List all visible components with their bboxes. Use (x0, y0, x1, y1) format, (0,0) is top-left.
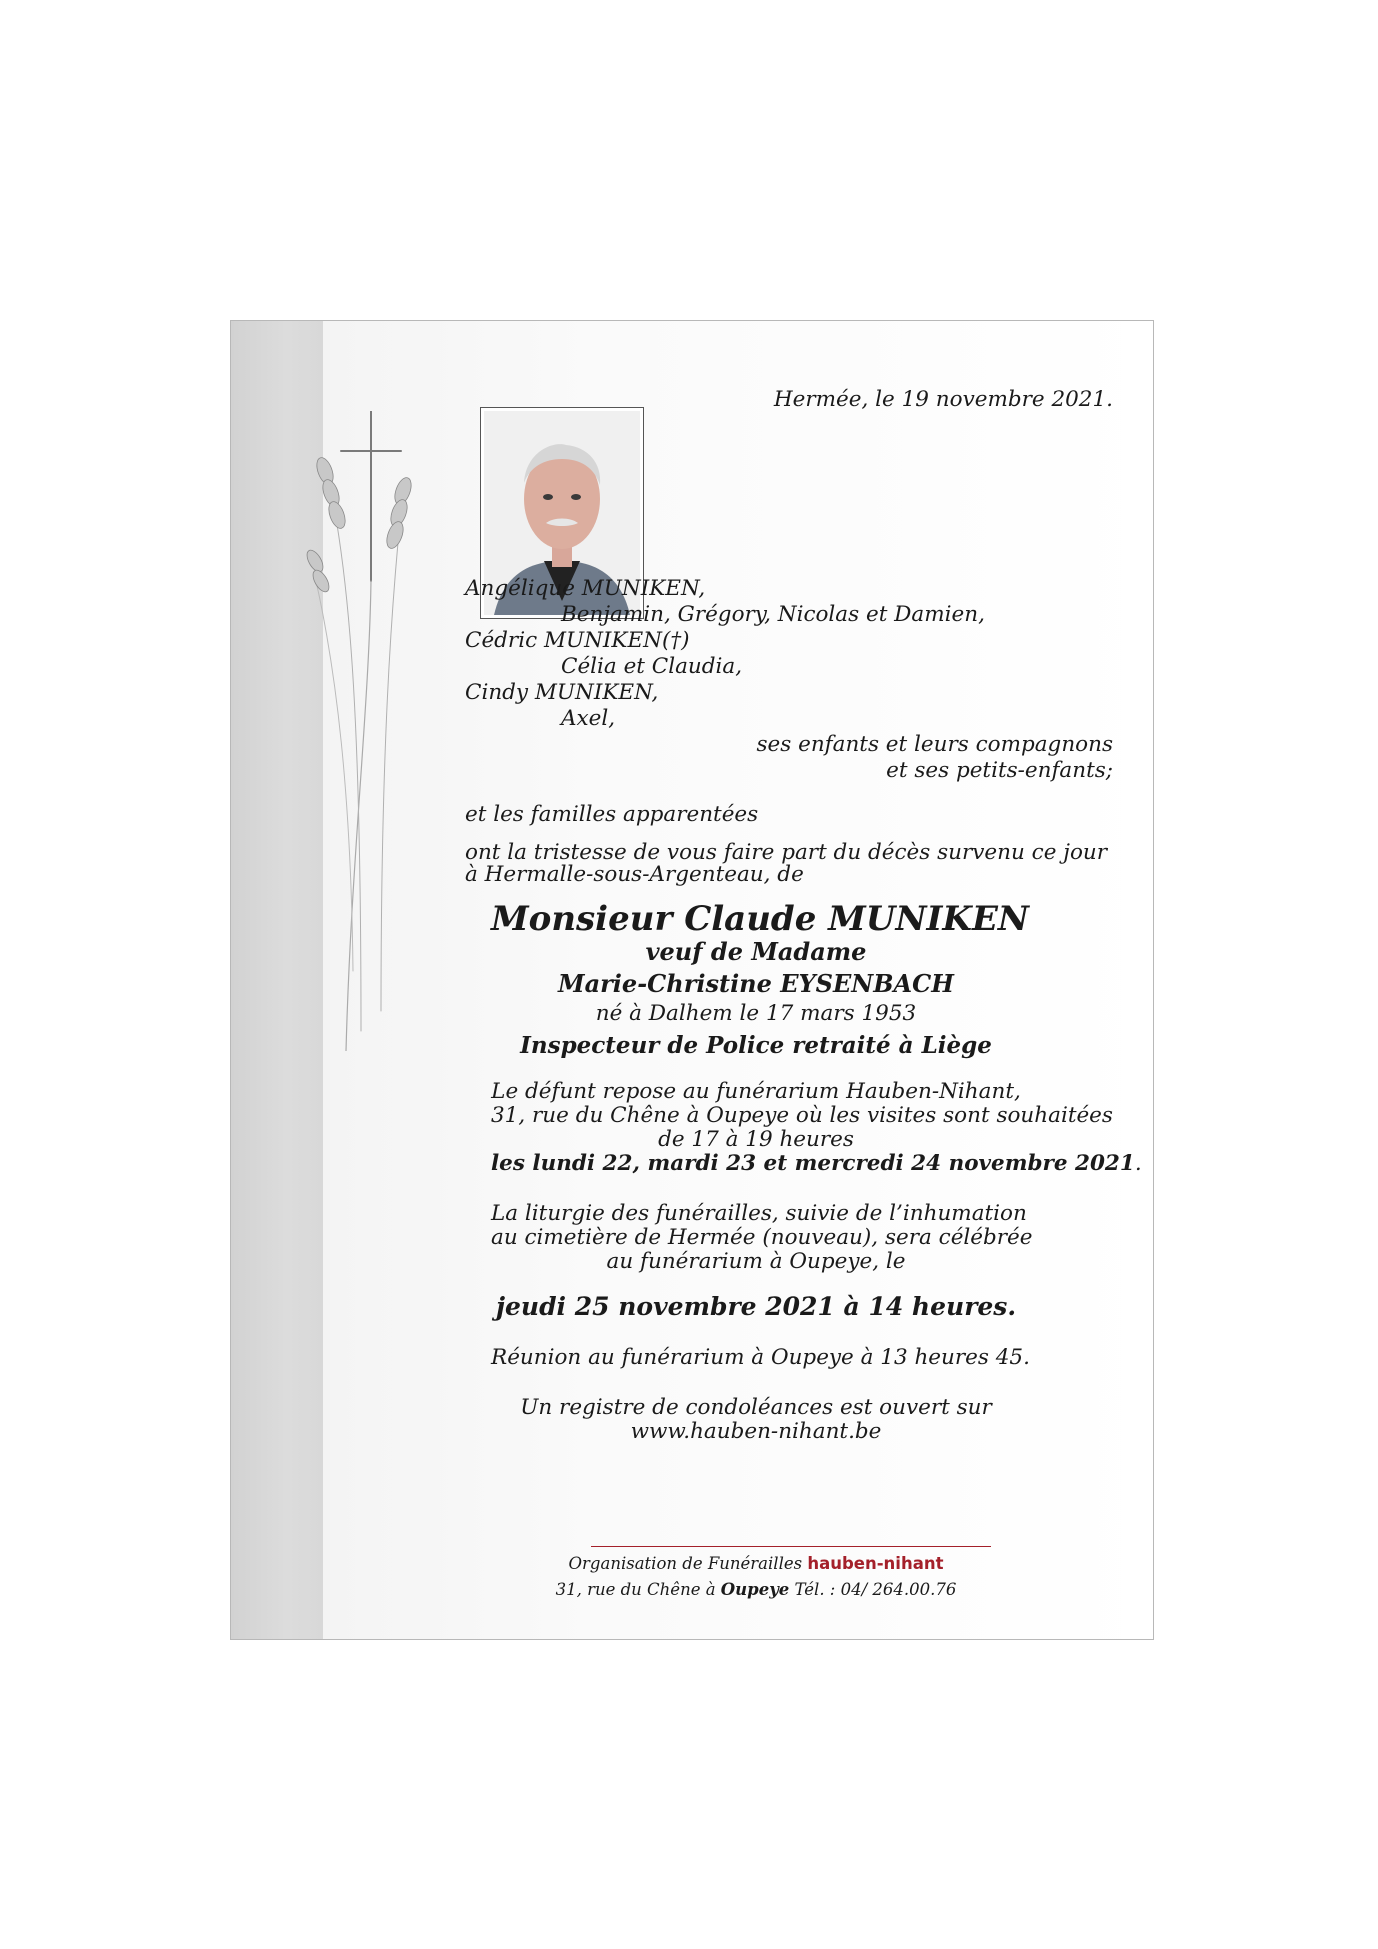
org-label: Organisation de Funérailles (568, 1554, 803, 1573)
visitation-dates (491, 1151, 1142, 1177)
footer-org (491, 1553, 1021, 1575)
family-line: Célia et Claudia, (561, 654, 743, 679)
footer-divider (591, 1546, 991, 1547)
website-link[interactable]: www.hauben-nihant.be (630, 1419, 882, 1444)
funeral-line: au cimetière de Hermée (nouveau), sera célébrée (491, 1225, 1033, 1250)
footer-address (491, 1579, 1021, 1601)
widow-of: veuf de Madame (645, 937, 867, 966)
visitation-dates-text: les lundi 22, mardi 23 et mercredi 24 novembre 2021 (491, 1151, 1135, 1176)
family-line: Angélique MUNIKEN, (465, 576, 706, 601)
address-street: 31, rue du Chêne à (555, 1580, 721, 1599)
funeral-datetime: jeudi 25 novembre 2021 à 14 heures. (495, 1292, 1017, 1321)
obituary-card (230, 320, 1154, 1640)
condolences-line: Un registre de condoléances est ouvert sur (520, 1395, 992, 1420)
visitation-line: de 17 à 19 heures (658, 1127, 854, 1152)
family-line: Axel, (561, 706, 616, 731)
cross-wheat-icon (291, 411, 441, 1051)
phone-number: Tél. : 04/ 264.00.76 (794, 1580, 957, 1599)
family-line: Cindy MUNIKEN, (465, 680, 659, 705)
family-line: Benjamin, Grégory, Nicolas et Damien, (561, 602, 985, 627)
announce-line: à Hermalle-sous-Argenteau, de (465, 862, 804, 887)
place-date: Hermée, le 19 novembre 2021. (773, 387, 1113, 412)
relation-line: ses enfants et leurs compagnons (756, 732, 1113, 757)
funeral-line: au funérarium à Oupeye, le (606, 1249, 906, 1274)
visitation-line: Le défunt repose au funérarium Hauben-Nihant, (491, 1079, 1021, 1104)
visitation-line: 31, rue du Chêne à Oupeye où les visites sont souhaitées (491, 1103, 1113, 1128)
family-line: Cédric MUNIKEN(†) (465, 628, 690, 653)
birth-info: né à Dalhem le 17 mars 1953 (595, 1001, 917, 1026)
meeting-info: Réunion au funérarium à Oupeye à 13 heures 45. (491, 1345, 1030, 1370)
relation-line: et ses petits-enfants; (886, 758, 1113, 783)
visitation-dates-end: . (1134, 1151, 1142, 1176)
relatives-line: et les familles apparentées (465, 802, 759, 827)
spouse-name: Marie-Christine EYSENBACH (558, 969, 954, 998)
brand-logo: hauben-nihant (807, 1554, 944, 1573)
address-city: Oupeye (720, 1580, 790, 1599)
announce-line: ont la tristesse de vous faire part du décès survenu ce jour (465, 840, 1108, 865)
funeral-line: La liturgie des funérailles, suivie de l’inhumation (491, 1201, 1027, 1226)
profession: Inspecteur de Police retraité à Liège (520, 1032, 992, 1059)
deceased-name: Monsieur Claude MUNIKEN (491, 899, 1029, 939)
